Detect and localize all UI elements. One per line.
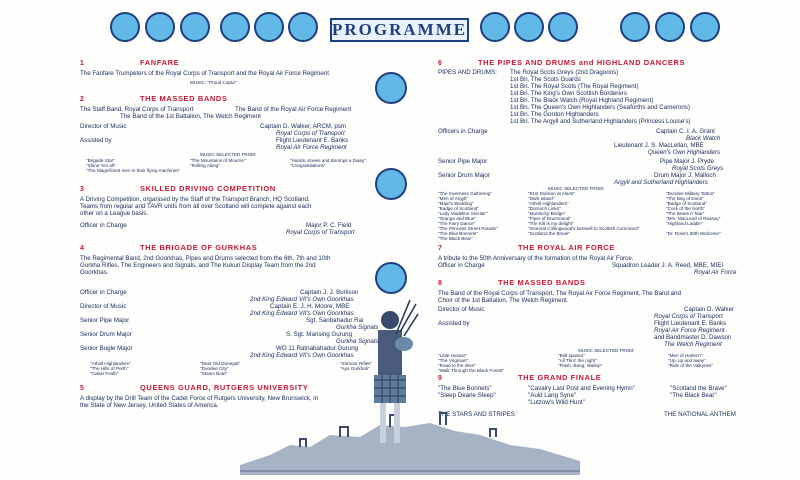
section-body: Teams from regular and TAVR units from all over Scotland will compete against each	[80, 203, 312, 210]
section-body: Choir of the 1st Battalion, The Welch Regiment.	[438, 297, 569, 304]
section-title: THE MASSED BANDS	[498, 278, 586, 287]
section-number: 5	[80, 385, 84, 392]
music-item: "The Inverness Gathering"	[438, 191, 492, 196]
music-item: "The Brig of Doon"	[666, 196, 704, 201]
section-number: 1	[80, 60, 84, 67]
bagpiper-illustration-icon	[360, 300, 420, 460]
music-item: "Cock of the North"	[666, 206, 706, 211]
person-name: S. Sgt. Mansing Gurung	[286, 331, 353, 338]
person-name: Captain E. J. H. Moore, MBE	[270, 303, 350, 310]
person-unit: 2nd King Edward VII's Own Goorkhas	[250, 352, 354, 359]
section-body: Gurkha Rifles, The Engineers and Signals, and The Kukuri Display Team from the 2nd	[80, 262, 316, 269]
role-label: Director of Music	[80, 123, 127, 130]
music-item: "The Blue Bonnets"	[438, 231, 478, 236]
band-name: 1st Bn. The Black Watch (Royal Highland Regiment)	[510, 97, 654, 104]
section-body: Goorkhas.	[80, 269, 109, 276]
finale-item: "The Blue Bonnets"	[438, 385, 492, 392]
person-unit: 2nd King Edward VII's Own Goorkhas	[250, 296, 354, 303]
finale-item: "Scotland the Brave"	[670, 385, 727, 392]
music-item: "Mrs. MacLeod of Raasay"	[666, 216, 721, 221]
music-item: "Road to the Isles"	[438, 363, 476, 368]
person-name: Captain C. I. A. Grant	[656, 128, 715, 135]
person-name: Captain D. Walker, ARCM, psm	[260, 123, 347, 130]
music-item: "All Thro' the night"	[558, 358, 597, 363]
section-title: SKILLED DRIVING COMPETITION	[140, 184, 276, 193]
music-item: "Ride of the Valkyries"	[668, 363, 714, 368]
section-number: 6	[438, 60, 442, 67]
role-label: Senior Drum Major	[80, 331, 132, 338]
role-label: Officers in Charge	[438, 128, 488, 135]
music-item: "Atholl Highlanders"	[90, 361, 131, 366]
music-item: "Men of Harlech"	[668, 353, 703, 358]
person-unit: The Welch Regiment	[664, 341, 722, 348]
music-item: "General Collingwood's farewell to Scottish Command"	[528, 226, 640, 231]
person-name: Flight Lieutenant E. Banks	[654, 320, 727, 327]
section-number: 2	[80, 96, 84, 103]
music-item: "Up, up and away"	[668, 358, 706, 363]
person-unit: Royal Scots Greys	[672, 165, 724, 172]
music-item: "Munlochy Bridge"	[528, 211, 566, 216]
section-massed-bands-2	[438, 278, 738, 373]
person-name: Major P. C. Field	[306, 222, 352, 229]
finale-item: "Lutzow's Wild Hunt"	[528, 399, 585, 406]
band-name: 1st Bn. The Argyll and Sutherland Highlanders (Princess Louise's)	[510, 118, 691, 125]
music-item: "The Mountains of Mourne"	[190, 158, 246, 163]
music-item: "Dark Island"	[528, 196, 555, 201]
band-name: 1st Bn. The Queen's Own Highlanders (Seaforths and Camerons)	[510, 104, 690, 111]
music-heading: MUSIC SELECTED FROM:	[548, 186, 605, 191]
section-title: THE PIPES AND DRUMS and HIGHLAND DANCERS	[478, 58, 686, 67]
music-item: "The Princess Street Parade"	[438, 226, 498, 231]
person-unit: Gurkha Signals	[336, 338, 379, 345]
section-title: QUEENS GUARD, RUTGERS UNIVERSITY	[140, 383, 309, 392]
person-name: WO 11 Ratnabahadur Gurung	[276, 345, 359, 352]
music-item: "The Magnificent men in their flying machines"	[86, 168, 181, 173]
band-name: 1st Bn. The Gordon Highlanders	[510, 111, 599, 118]
section-title: FANFARE	[140, 58, 180, 67]
music-item: "Highland Laddie"	[666, 221, 703, 226]
music-item: "Hands, Knees and Boomps a Daisy"	[290, 158, 366, 163]
role-label: Senior Pipe Major	[438, 158, 488, 165]
music-item: "Mairi's Wedding"	[438, 201, 474, 206]
role-label: Senior Bugle Major	[80, 345, 133, 352]
finale-item: "Sleep Dearie Sleep"	[438, 392, 496, 399]
role-label: Assisted by	[80, 137, 112, 144]
role-label: Senior Drum Major	[438, 172, 490, 179]
music-item: "Cabar Feidh"	[90, 371, 119, 376]
music-item: "Brigade Star"	[86, 158, 115, 163]
section-fanfare	[80, 58, 390, 85]
section-body: other on a League basis.	[80, 210, 149, 217]
person-unit: Royal Air Force	[694, 269, 737, 276]
section-body: A Driving Competition, organised by the Staff of the Transport Branch, HQ Scotland.	[80, 196, 310, 203]
section-raf	[438, 243, 738, 276]
section-body: The Band of the Royal Corps of Transport, The Royal Air Force Regiment, The Band and	[438, 290, 681, 297]
section-number: 4	[80, 245, 84, 252]
person-unit: Argyll and Sutherland Highlanders	[614, 179, 708, 186]
music-item: "Dundee City"	[200, 366, 229, 371]
person-unit: Royal Corps of Transport	[654, 313, 723, 320]
person-unit: Royal Air Force Regiment	[276, 144, 347, 151]
person-unit: Queen's Own Highlanders	[648, 149, 721, 156]
section-body: A display by the Drill Team of the Cadet Force of Rutgers University, New Brunswick, in	[80, 395, 319, 402]
person-name: and Bandmaster D. Dawson	[654, 334, 732, 341]
finale-item: "Auld Lang Syne"	[528, 392, 577, 399]
music-item: "Flash, Bang, Wallop"	[558, 363, 603, 368]
music-item: "The Fairy Dance"	[438, 221, 476, 226]
music-item: "51st Division at Alamt"	[528, 191, 576, 196]
music-item: "Badge of Scotland"	[666, 201, 707, 206]
role-label: Officer in Charge	[438, 262, 485, 269]
section-number: 3	[80, 186, 84, 193]
music-item: "Atholl Highlanders"	[528, 201, 569, 206]
section-title: THE BRIGADE OF GURKHAS	[140, 243, 258, 252]
music-item: "Piper of Drummond"	[528, 216, 572, 221]
role-label: Director of Music	[80, 303, 127, 310]
person-unit: Royal Air Force Regiment	[654, 327, 725, 334]
music-item: "Steam Boat"	[200, 371, 228, 376]
music-item: "Dr. Ross's 50th Welcome"	[666, 231, 721, 236]
music-heading: MUSIC SELECTED FROM:	[578, 348, 635, 353]
person-name: Pipe Major J. Pryde	[660, 158, 714, 165]
music-item: "Dornoch Links"	[528, 206, 561, 211]
music-note: MUSIC: "Proud Capta"	[190, 80, 237, 85]
person-unit: 2nd King Edward VII's Own Goorkhas	[250, 310, 354, 317]
person-name: Lieutenant J. S. MacLellan, MBE	[614, 142, 704, 149]
section-queens-guard	[80, 383, 390, 409]
person-name: Sgt. Sanbahadur Rai	[306, 317, 364, 324]
role-label: Director of Music	[438, 306, 485, 313]
music-item: "The Hills of Perth"	[90, 366, 129, 371]
person-name: Squadron Leader J. A. Reed, MBE, MIEI	[612, 262, 724, 269]
section-body: The Regimental Band, 2nd Goorkhas, Pipes and Drums selected from the 6th, 7th and 10th	[80, 255, 331, 262]
band-name: The Staff Band, Royal Corps of Transport	[80, 106, 194, 113]
music-item: "The Kilt is my delight"	[528, 221, 574, 226]
person-unit: Royal Corps of Transport	[276, 130, 345, 137]
music-item: "The Black Bear"	[438, 236, 473, 241]
section-title: THE GRAND FINALE	[518, 373, 602, 382]
section-pipes-drums	[438, 58, 738, 241]
music-item: "Dear Old Donegal"	[200, 361, 241, 366]
section-body: A tribute to the 50th Anniversary of the formation of the Royal Air Force.	[438, 255, 634, 262]
music-item: "Scotland the Brave"	[528, 231, 571, 236]
person-name: Captain J. J. Burlison	[300, 289, 359, 296]
role-label: PIPES AND DRUMS:	[438, 69, 497, 76]
music-item: "Ayo Gurkhali"	[340, 366, 370, 371]
section-massed-bands-1	[80, 94, 390, 173]
finale-item: "The Black Bear"	[670, 392, 717, 399]
section-title: THE MASSED BANDS	[140, 94, 228, 103]
person-unit: Black Watch	[686, 135, 721, 142]
person-name: Drum Major J. Malloch	[654, 172, 716, 179]
music-item: "Bell spasso"	[558, 353, 585, 358]
finale-item: "Cavalry Last Post and Evening Hymn"	[528, 385, 635, 392]
finale-closing: THE NATIONAL ANTHEM	[664, 411, 736, 418]
section-gurkhas	[80, 243, 390, 376]
band-name: The Band of the 1st Battalion, The Welch Regiment	[120, 113, 261, 120]
section-number: 9	[438, 375, 442, 382]
band-name: 1st Bn. The Royal Scots (The Royal Regiment)	[510, 83, 639, 90]
section-body: The Fanfare Trumpeters of the Royal Corps of Transport and the Royal Air Force Regiment	[80, 70, 329, 77]
music-item: "Badge of Scotland"	[438, 206, 479, 211]
person-unit: Royal Corps of Transport	[286, 229, 355, 236]
person-name: Captain D. Walker	[684, 306, 734, 313]
band-name: 1st Bn. The King's Own Scottish Borderers	[510, 90, 627, 97]
music-item: "Walk Through the Black Forest"	[438, 368, 505, 373]
role-label: Officer in Charge	[80, 289, 127, 296]
music-item: "Shine 'em all"	[86, 163, 116, 168]
band-name: The Band of the Royal Air Force Regiment	[235, 106, 352, 113]
music-item: "The Braes o' Mar"	[666, 211, 705, 216]
programme-title: PROGRAMME	[330, 18, 469, 42]
music-item: "Men of Argyll"	[438, 196, 468, 201]
music-item: "Lady Madeline Sinclair"	[438, 211, 488, 216]
music-item: "Little Hussar"	[438, 353, 467, 358]
music-item: "Rolling Along"	[190, 163, 221, 168]
music-item: "Dundee Military Tattoo"	[666, 191, 715, 196]
section-number: 8	[438, 280, 442, 287]
role-label: Officer in Charge	[80, 222, 127, 229]
section-title: THE ROYAL AIR FORCE	[518, 243, 615, 252]
person-unit: Gurkha Signals	[336, 324, 379, 331]
role-label: Assisted by	[438, 320, 470, 327]
finale-closing: THE STARS AND STRIPES	[438, 411, 515, 418]
section-skilled-driving	[80, 184, 390, 236]
music-item: "Orange and Blue"	[438, 216, 476, 221]
band-name: 1st Bn. The Scots Guards	[510, 76, 581, 83]
music-item: "Congratulations"	[290, 163, 326, 168]
music-item: "Sirmoor Rifles"	[340, 361, 373, 366]
music-item: "The Virginian"	[438, 358, 469, 363]
person-name: Flight Lieutenant E. Banks	[276, 137, 349, 144]
music-heading: MUSIC SELECTED FROM:	[200, 152, 257, 157]
role-label: Senior Pipe Major	[80, 317, 130, 324]
section-number: 7	[438, 245, 442, 252]
section-grand-finale	[438, 373, 738, 418]
section-body: the State of New Jersey, United States of America.	[80, 402, 219, 409]
band-name: The Royal Scots Greys (2nd Dragoons)	[510, 69, 619, 76]
